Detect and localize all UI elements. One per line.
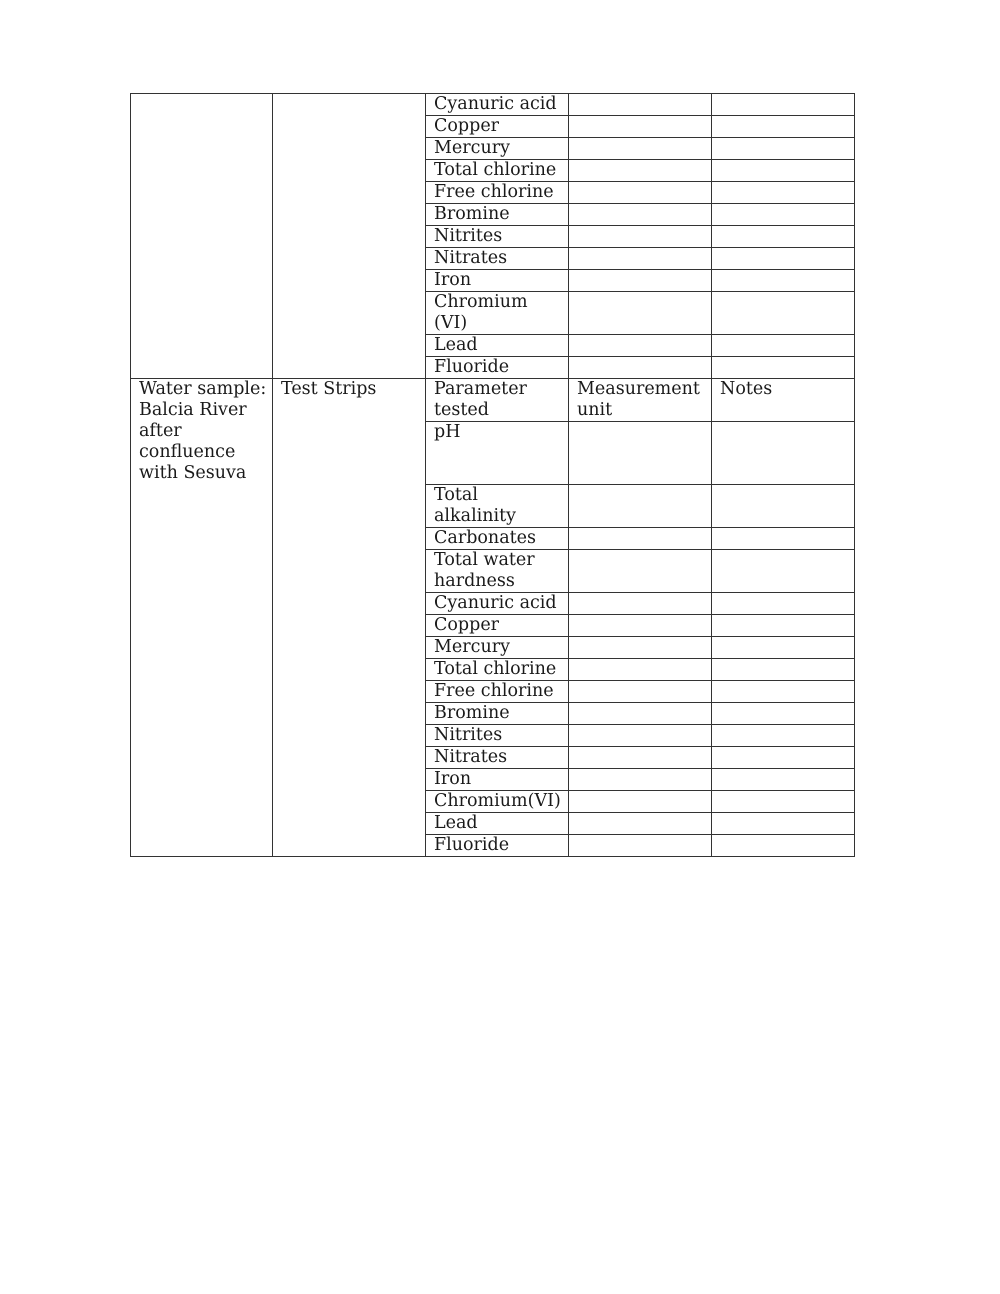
unit-cell [569, 485, 712, 528]
table-body [131, 94, 855, 857]
notes-cell [712, 204, 855, 226]
parameter-cell: Carbonates [426, 528, 569, 550]
sample-label-cell [131, 94, 273, 379]
notes-cell [712, 703, 855, 725]
table-row [131, 94, 855, 116]
notes-cell [712, 116, 855, 138]
unit-cell [569, 637, 712, 659]
parameter-cell: Mercury [426, 637, 569, 659]
parameter-cell: Total chlorine [426, 659, 569, 681]
unit-cell [569, 550, 712, 593]
unit-cell [569, 725, 712, 747]
notes-cell [712, 593, 855, 615]
parameter-cell: Mercury [426, 138, 569, 160]
parameter-cell: Total alkalinity [426, 485, 569, 528]
notes-cell [712, 659, 855, 681]
unit-cell [569, 94, 712, 116]
parameter-cell: Nitrates [426, 747, 569, 769]
header-notes: Notes [712, 379, 855, 422]
notes-cell [712, 292, 855, 335]
parameter-cell: Total water hardness [426, 550, 569, 593]
parameter-cell: Copper [426, 615, 569, 637]
notes-cell [712, 422, 855, 485]
parameter-cell: Total chlorine [426, 160, 569, 182]
method-cell [273, 94, 426, 379]
notes-cell [712, 813, 855, 835]
notes-cell [712, 182, 855, 204]
unit-cell [569, 422, 712, 485]
parameter-cell: Chromium(VI) [426, 791, 569, 813]
unit-cell [569, 813, 712, 835]
notes-cell [712, 615, 855, 637]
notes-cell [712, 357, 855, 379]
unit-cell [569, 292, 712, 335]
parameter-cell: Fluoride [426, 357, 569, 379]
unit-cell [569, 791, 712, 813]
unit-cell [569, 769, 712, 791]
unit-cell [569, 226, 712, 248]
notes-cell [712, 769, 855, 791]
notes-cell [712, 725, 855, 747]
notes-cell [712, 681, 855, 703]
parameter-cell: Chromium (VI) [426, 292, 569, 335]
notes-cell [712, 270, 855, 292]
notes-cell [712, 528, 855, 550]
notes-cell [712, 550, 855, 593]
method-cell: Test Strips [273, 379, 426, 857]
unit-cell [569, 593, 712, 615]
parameter-cell: Bromine [426, 703, 569, 725]
unit-cell [569, 182, 712, 204]
notes-cell [712, 835, 855, 857]
parameter-cell: pH [426, 422, 569, 485]
unit-cell [569, 681, 712, 703]
parameter-cell: Iron [426, 270, 569, 292]
notes-cell [712, 747, 855, 769]
parameter-cell: Cyanuric acid [426, 593, 569, 615]
parameter-cell: Free chlorine [426, 182, 569, 204]
unit-cell [569, 138, 712, 160]
parameter-cell: Copper [426, 116, 569, 138]
unit-cell [569, 335, 712, 357]
parameter-cell: Nitrites [426, 226, 569, 248]
notes-cell [712, 94, 855, 116]
notes-cell [712, 138, 855, 160]
notes-cell [712, 226, 855, 248]
parameter-cell: Free chlorine [426, 681, 569, 703]
notes-cell [712, 335, 855, 357]
notes-cell [712, 248, 855, 270]
unit-cell [569, 270, 712, 292]
unit-cell [569, 747, 712, 769]
water-test-table [130, 93, 855, 857]
parameter-cell: Cyanuric acid [426, 94, 569, 116]
unit-cell [569, 160, 712, 182]
notes-cell [712, 485, 855, 528]
notes-cell [712, 637, 855, 659]
header-row [131, 379, 855, 422]
header-unit: Measurement unit [569, 379, 712, 422]
sample-label-cell: Water sample: Balcia River after confluence with Sesuva [131, 379, 273, 857]
parameter-cell: Fluoride [426, 835, 569, 857]
parameter-cell: Lead [426, 813, 569, 835]
parameter-cell: Nitrites [426, 725, 569, 747]
unit-cell [569, 204, 712, 226]
unit-cell [569, 703, 712, 725]
unit-cell [569, 659, 712, 681]
unit-cell [569, 116, 712, 138]
parameter-cell: Iron [426, 769, 569, 791]
notes-cell [712, 160, 855, 182]
unit-cell [569, 835, 712, 857]
parameter-cell: Bromine [426, 204, 569, 226]
unit-cell [569, 528, 712, 550]
unit-cell [569, 248, 712, 270]
header-parameter: Parameter tested [426, 379, 569, 422]
notes-cell [712, 791, 855, 813]
parameter-cell: Nitrates [426, 248, 569, 270]
unit-cell [569, 357, 712, 379]
unit-cell [569, 615, 712, 637]
parameter-cell: Lead [426, 335, 569, 357]
